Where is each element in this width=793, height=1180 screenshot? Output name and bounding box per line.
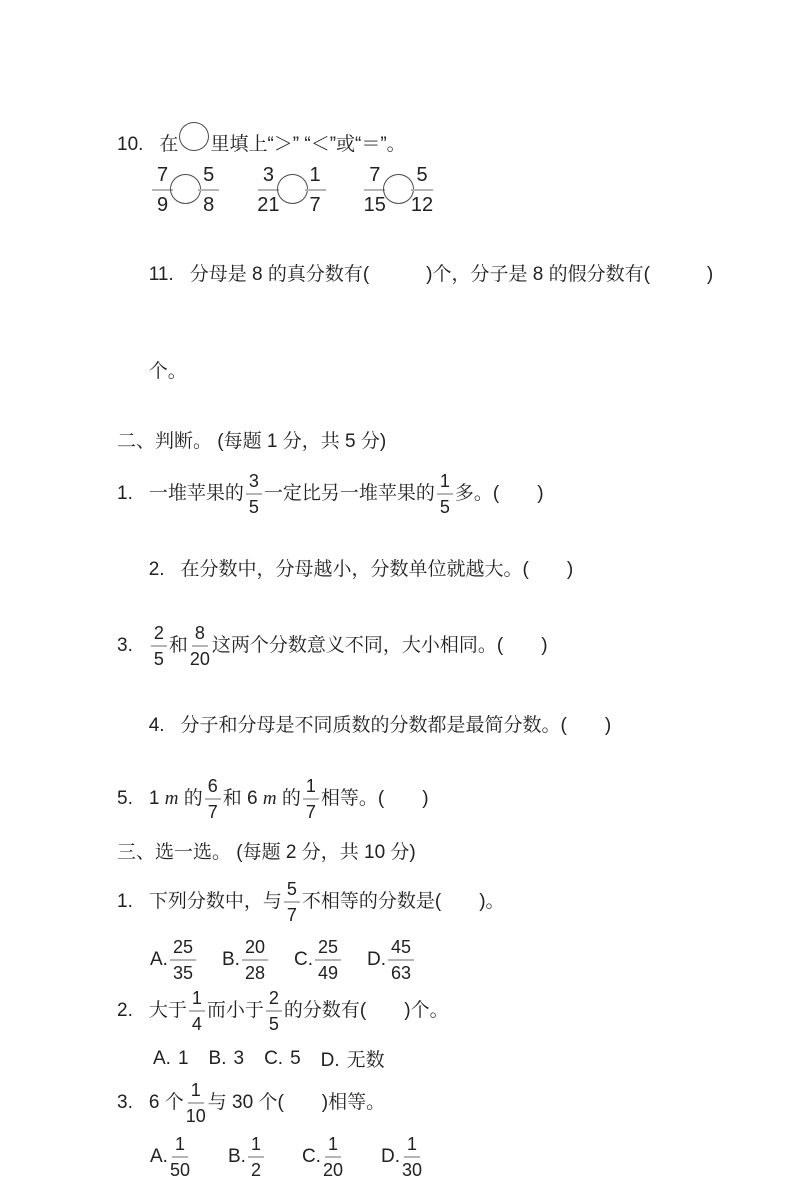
choice-item-2 bbox=[117, 989, 723, 1033]
fraction-denominator: 20 bbox=[322, 1160, 343, 1180]
option-value: 3 bbox=[233, 1047, 245, 1069]
fraction bbox=[205, 777, 221, 821]
fraction-numerator: 1 bbox=[305, 165, 326, 191]
fraction-denominator: 30 bbox=[401, 1160, 423, 1180]
fraction-numerator: 1 bbox=[172, 1135, 188, 1158]
fraction bbox=[266, 989, 282, 1033]
fraction-denominator: 20 bbox=[189, 649, 210, 669]
fraction bbox=[388, 938, 414, 982]
fraction-numerator: 25 bbox=[170, 938, 196, 961]
judge-item-3 bbox=[117, 624, 723, 668]
fraction bbox=[198, 165, 219, 215]
question-11-text: 分母是 8 的真分数有( )个，分子是 8 的假分数有( ) bbox=[189, 264, 714, 285]
fraction-numerator: 1 bbox=[189, 989, 205, 1012]
item-number: 1. bbox=[117, 483, 133, 504]
fraction-denominator: 12 bbox=[410, 194, 434, 216]
fraction-denominator: 9 bbox=[157, 194, 169, 216]
fraction bbox=[323, 1135, 343, 1179]
section-choice-header: 三、选一选。 (每题 2 分，共 10 分) bbox=[117, 842, 416, 863]
fraction-denominator: 2 bbox=[250, 1160, 261, 1180]
fraction-numerator: 3 bbox=[258, 165, 279, 191]
option-label: D. bbox=[367, 949, 386, 970]
option-A bbox=[150, 938, 198, 982]
item-text: 相等。( ) bbox=[320, 788, 429, 809]
fraction-denominator: 28 bbox=[244, 963, 265, 983]
question-10-text-before: 在 bbox=[159, 133, 179, 155]
fraction-denominator: 50 bbox=[169, 1160, 190, 1180]
item-number: 5. bbox=[117, 788, 133, 809]
fraction bbox=[315, 938, 341, 982]
option-label: A. bbox=[150, 1146, 168, 1167]
item-text: 一堆苹果的 bbox=[148, 483, 244, 504]
judge-item-1 bbox=[117, 472, 723, 516]
item-text: 下列分数中，与 bbox=[148, 891, 282, 912]
question-10-number: 10. bbox=[117, 133, 144, 155]
judge-item-2 bbox=[117, 528, 723, 612]
fraction-denominator: 5 bbox=[439, 497, 450, 517]
comparison-group-2 bbox=[255, 165, 327, 215]
item-number: 1. bbox=[117, 891, 133, 912]
fraction-denominator: 7 bbox=[286, 905, 297, 925]
option-A bbox=[153, 1048, 189, 1070]
fraction bbox=[170, 938, 196, 982]
item-number: 2. bbox=[148, 559, 165, 580]
option-value: 1 bbox=[177, 1047, 189, 1069]
item-number: 2. bbox=[117, 1000, 133, 1021]
fraction-denominator: 35 bbox=[172, 963, 193, 983]
item-number: 3. bbox=[117, 635, 133, 656]
item-text: 的分数有( )个。 bbox=[283, 1000, 449, 1021]
item-text: 6 个 bbox=[148, 1092, 184, 1113]
fraction bbox=[170, 1135, 190, 1179]
item-number: 3. bbox=[117, 1092, 133, 1113]
fraction-numerator: 2 bbox=[266, 989, 282, 1012]
fraction-denominator: 5 bbox=[153, 649, 164, 669]
fraction-denominator: 7 bbox=[207, 802, 218, 822]
option-label: C. bbox=[293, 949, 313, 970]
question-11-line1 bbox=[117, 233, 723, 317]
fraction-numerator: 5 bbox=[198, 165, 219, 191]
fraction bbox=[248, 1135, 264, 1179]
fraction-numerator: 1 bbox=[404, 1135, 420, 1158]
answer-circle-icon bbox=[383, 174, 414, 204]
item-text: 的 bbox=[276, 788, 301, 809]
item-text: 大于 bbox=[148, 1000, 187, 1021]
fraction-denominator: 5 bbox=[268, 1014, 279, 1034]
variable-m: m bbox=[262, 788, 277, 809]
fraction-numerator: 5 bbox=[411, 165, 432, 191]
section-judge-header: 二、判断。 (每题 1 分，共 5 分) bbox=[117, 431, 387, 452]
item-text: 这两个分数意义不同，大小相同。( ) bbox=[211, 635, 548, 656]
item-text: 分子和分母是不同质数的分数都是最简分数。( ) bbox=[180, 715, 612, 736]
question-10-comparison-row bbox=[117, 165, 723, 215]
fraction bbox=[151, 624, 167, 668]
comparison-group-1 bbox=[150, 165, 221, 215]
fraction bbox=[411, 165, 433, 215]
fraction bbox=[190, 624, 210, 668]
option-label: B. bbox=[227, 1146, 246, 1167]
question-10-text-after: 里填上“＞” “＜”或“＝”。 bbox=[210, 133, 406, 155]
fraction bbox=[189, 989, 205, 1033]
fraction-denominator: 8 bbox=[203, 194, 215, 216]
fraction bbox=[402, 1135, 422, 1179]
answer-circle-icon bbox=[179, 122, 209, 151]
fraction-numerator: 45 bbox=[388, 938, 414, 961]
option-label: D. bbox=[380, 1146, 400, 1167]
fraction bbox=[305, 165, 326, 215]
item-text: 而小于 bbox=[206, 1000, 264, 1021]
choice-1-options bbox=[117, 938, 723, 982]
fraction-numerator: 7 bbox=[152, 165, 173, 191]
option-D bbox=[381, 1135, 424, 1179]
item-number: 4. bbox=[148, 715, 165, 736]
fraction-denominator: 21 bbox=[257, 194, 280, 216]
option-label: A. bbox=[153, 1047, 171, 1069]
answer-circle-icon bbox=[170, 174, 201, 204]
fraction bbox=[246, 472, 262, 516]
fraction-numerator: 1 bbox=[188, 1081, 204, 1104]
choice-3-options bbox=[117, 1135, 723, 1179]
choice-item-1 bbox=[117, 880, 723, 924]
item-text: 在分数中，分母越小，分数单位就越大。( ) bbox=[180, 559, 574, 580]
variable-m: m bbox=[164, 788, 179, 809]
item-text: 的 bbox=[178, 788, 203, 809]
item-text: 多。( ) bbox=[454, 483, 544, 504]
fraction bbox=[303, 777, 319, 821]
fraction-numerator: 5 bbox=[284, 880, 300, 903]
fraction-denominator: 7 bbox=[305, 802, 316, 822]
option-label: D. bbox=[320, 1050, 340, 1071]
choice-2-options bbox=[117, 1045, 723, 1072]
item-text: 不相等的分数是( )。 bbox=[301, 891, 505, 912]
option-B bbox=[209, 1048, 245, 1070]
fraction-numerator: 25 bbox=[315, 938, 341, 961]
fraction-numerator: 1 bbox=[303, 777, 319, 800]
option-value: 无数 bbox=[346, 1050, 385, 1071]
fraction bbox=[284, 880, 300, 924]
fraction-numerator: 6 bbox=[205, 777, 221, 800]
item-text: 与 30 个( )相等。 bbox=[207, 1092, 386, 1113]
question-11-line2 bbox=[117, 330, 723, 414]
fraction-numerator: 1 bbox=[437, 472, 453, 495]
fraction-denominator: 15 bbox=[363, 194, 386, 216]
fraction-denominator: 4 bbox=[191, 1014, 202, 1034]
fraction-numerator: 1 bbox=[325, 1135, 341, 1158]
item-text: 一定比另一堆苹果的 bbox=[263, 483, 435, 504]
option-C bbox=[302, 1135, 345, 1179]
item-text: 和 bbox=[168, 635, 188, 656]
fraction-denominator: 49 bbox=[317, 963, 338, 983]
fraction-numerator: 8 bbox=[192, 624, 208, 647]
choice-item-3 bbox=[117, 1081, 723, 1125]
judge-item-5 bbox=[117, 777, 723, 821]
fraction bbox=[186, 1081, 206, 1125]
option-B bbox=[222, 938, 270, 982]
option-label: A. bbox=[150, 949, 168, 970]
item-text: 和 6 bbox=[222, 788, 263, 809]
answer-circle-icon bbox=[277, 174, 308, 204]
fraction-numerator: 20 bbox=[242, 938, 268, 961]
option-C bbox=[294, 938, 343, 982]
comparison-group-3 bbox=[362, 165, 436, 215]
item-text: 1 bbox=[148, 788, 165, 809]
fraction-numerator: 2 bbox=[151, 624, 167, 647]
fraction-numerator: 7 bbox=[364, 165, 385, 191]
fraction-numerator: 1 bbox=[248, 1135, 264, 1158]
option-A bbox=[150, 1135, 192, 1179]
question-11-text-continued: 个。 bbox=[148, 361, 187, 382]
option-value: 5 bbox=[290, 1047, 301, 1069]
question-10 bbox=[117, 130, 723, 159]
fraction-denominator: 5 bbox=[248, 497, 259, 517]
fraction-numerator: 3 bbox=[246, 472, 262, 495]
fraction-denominator: 63 bbox=[391, 963, 412, 983]
fraction-denominator: 10 bbox=[185, 1106, 206, 1126]
fraction bbox=[437, 472, 453, 516]
option-label: B. bbox=[221, 949, 240, 970]
fraction bbox=[242, 938, 268, 982]
option-label: C. bbox=[301, 1146, 321, 1167]
fraction-denominator: 7 bbox=[309, 194, 321, 216]
judge-item-4 bbox=[117, 684, 723, 768]
option-label: C. bbox=[264, 1047, 284, 1069]
option-D bbox=[367, 938, 416, 982]
question-11-number: 11. bbox=[148, 264, 174, 285]
option-B bbox=[228, 1135, 266, 1179]
option-D bbox=[321, 1045, 385, 1072]
option-C bbox=[264, 1048, 301, 1070]
option-label: B. bbox=[208, 1047, 227, 1069]
